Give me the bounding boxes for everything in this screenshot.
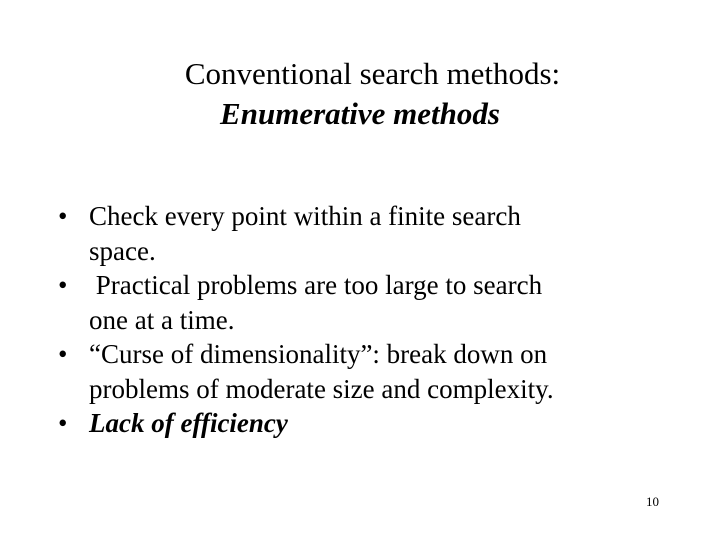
bullet-line: Check every point within a finite search	[89, 201, 521, 231]
bullet-text	[89, 406, 698, 441]
bullet-text	[89, 268, 698, 337]
bullet-icon: •	[58, 270, 68, 300]
bullet-item	[58, 199, 698, 268]
title-line-2: Enumerative methods	[220, 96, 500, 131]
bullet-line: one at a time.	[89, 304, 235, 335]
bullet-line: “Curse of dimensionality”: break down on	[89, 339, 548, 369]
bullet-text	[89, 199, 698, 268]
bullet-text	[89, 337, 698, 406]
bullet-icon: •	[58, 339, 68, 369]
slide-title	[0, 54, 720, 134]
bullet-item	[58, 268, 698, 337]
bullet-item	[58, 337, 698, 406]
bullet-icon: •	[58, 408, 68, 438]
bullet-line: problems of moderate size and complexity.	[89, 373, 554, 404]
bullet-line: Lack of efficiency	[89, 408, 288, 438]
bullet-line: Practical problems are too large to search	[89, 270, 543, 300]
bullet-line: space.	[89, 235, 156, 266]
page-number: 10	[646, 494, 659, 509]
bullet-icon: •	[58, 201, 68, 231]
title-line-1: Conventional search methods:	[184, 56, 561, 91]
bullet-list	[58, 199, 698, 441]
bullet-item	[58, 406, 698, 441]
